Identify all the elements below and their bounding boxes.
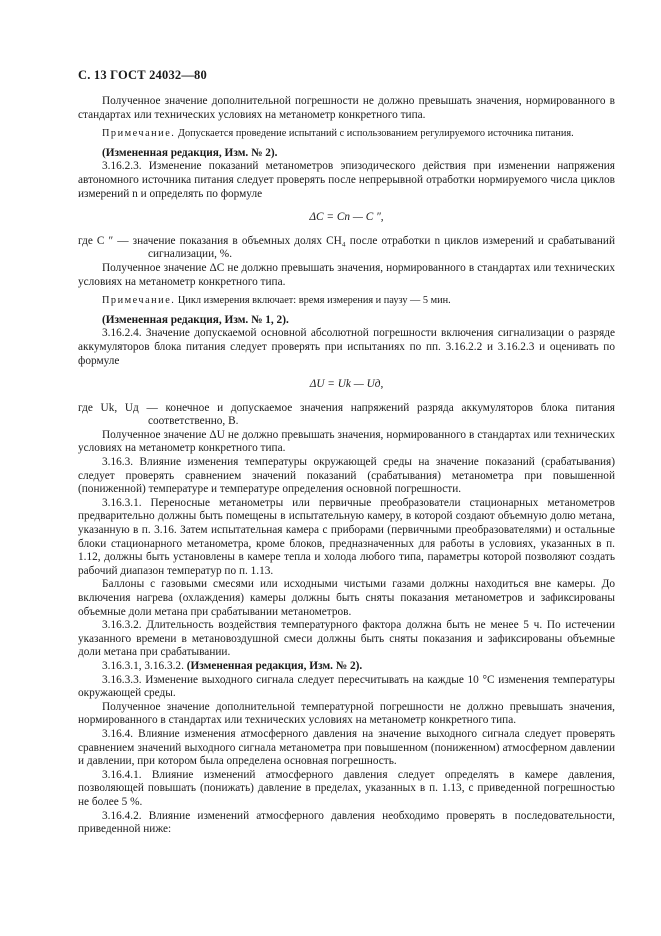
- paragraph-3-16-3-1: 3.16.3.1. Переносные метанометры или первичные преобразователи стационарных метанометров предварительно должны быть помещены в испытательную камеру, в которой создают объемную долю метана, указанную в п. 3.16. Затем испытательная камера с приборами (первичными преобразователями) и остальные блоки стационарного метанометра, кроме блоков, предназначенных для работы в условиях, указанных в п. 1.12, должны быть установлены в камере тепла и холода любого типа, параметры которой позволяют создать рабочий диапазон температур по п. 1.13.: [78, 496, 615, 577]
- note-text: Допускается проведение испытаний с использованием регулируемого источника питания.: [177, 128, 574, 140]
- paragraph: Баллоны с газовыми смесями или исходными чистыми газами должны находиться вне камеры. До включения нагрева (охлаждения) камеры должны быть сняты показания метанометров и зафиксированы объемные доли метана при срабатывании метанометров.: [78, 578, 615, 618]
- note-text: Цикл измерения включает: время измерения и паузу — 5 мин.: [177, 295, 451, 307]
- note: [78, 295, 615, 308]
- page-header: С. 13 ГОСТ 24032—80: [78, 68, 207, 82]
- paragraph: Полученное значение ΔC не должно превышать значения, нормированного в стандартах или технических условиях на метанометр конкретного типа.: [78, 261, 615, 288]
- note-label: Примечание.: [102, 128, 176, 140]
- paragraph-3-16-3-3: 3.16.3.3. Изменение выходного сигнала следует пересчитывать на каждые 10 °С изменения температуры окружающей среды.: [78, 673, 615, 700]
- paragraph-3-16-4: 3.16.4. Влияние изменения атмосферного давления на значение выходного сигнала следует проверять сравнением значений выходного сигнала метанометра при повышенном (пониженном) атмосферном давлении и давлении, при котором была определена основная погрешность.: [78, 727, 615, 768]
- edition-mark: (Измененная редакция, Изм. № 2).: [102, 146, 278, 159]
- paragraph: Полученное значение дополнительной погрешности не должно превышать значения, нормированного в стандартах или технических условиях на метанометр конкретного типа.: [78, 95, 615, 121]
- note: [78, 128, 615, 141]
- document-body: [78, 95, 615, 837]
- paragraph-edit-ref: [78, 660, 615, 674]
- paragraph: Полученное значение ΔU не должно превышать значения, нормированного в стандартах или технических условиях на метанометр конкретного типа.: [78, 428, 615, 455]
- paragraph-3-16-3: 3.16.3. Влияние изменения температуры окружающей среды на значение показаний (срабатывания) следует проверять сравнением значений показаний (срабатывания) метанометра при повышенной (пониженной) температуре и температуре определения основной погрешности.: [78, 456, 615, 496]
- note-label: Примечание.: [102, 295, 176, 307]
- clause-refs: 3.16.3.1, 3.16.3.2.: [102, 659, 184, 672]
- paragraph-3-16-4-1: 3.16.4.1. Влияние изменений атмосферного давления следует определять в камере давления, позволяющей повышать (понижать) давление в пределах, указанных в п. 1.13, с приведенной погрешностью не более 5 %.: [78, 768, 615, 808]
- formula-delta-c: ΔC = Cn — C ″,: [309, 211, 384, 224]
- paragraph-3-16-3-2: 3.16.3.2. Длительность воздействия температурного фактора должна быть не менее 5 ч. По истечении указанного времени в метановоздушной смеси должны быть сняты показания и зафиксированы объемные доли метана при срабатывании.: [78, 619, 615, 659]
- paragraph-3-16-2-3: 3.16.2.3. Изменение показаний метанометров эпизодического действия при изменении напряжения автономного источника питания следует проверять после непрерывной отработки нормируемого числа циклов измерений n и определять по формуле: [78, 160, 615, 200]
- paragraph-3-16-4-2: 3.16.4.2. Влияние изменений атмосферного давления необходимо проверять в последовательности, приведенной ниже:: [78, 809, 615, 836]
- paragraph: Полученное значение дополнительной температурной погрешности не должно превышать значения, нормированного в стандартах или технических условиях на метанометр конкретного типа.: [78, 700, 615, 727]
- edition-mark: (Измененная редакция, Изм. № 2).: [186, 659, 363, 672]
- edition-mark: (Измененная редакция, Изм. № 1, 2).: [102, 313, 289, 326]
- formula-where-1: где C ″ — значение показания в объемных долях CH₄ после отработки n циклов измерений и срабатываний сигнализации, %.: [78, 234, 615, 261]
- formula-delta-u: ΔU = Uk — Uд,: [309, 378, 384, 391]
- formula-where-2: где Uk, Uд — конечное и допускаемое значения напряжений разряда аккумуляторов блока питания соответственно, В.: [78, 401, 615, 428]
- paragraph-3-16-2-4: 3.16.2.4. Значение допускаемой основной абсолютной погрешности включения сигнализации о разряде аккумуляторов блока питания следует проверять при испытаниях по пп. 3.16.2.2 и 3.16.2.3 и оценивать по формуле: [78, 327, 615, 367]
